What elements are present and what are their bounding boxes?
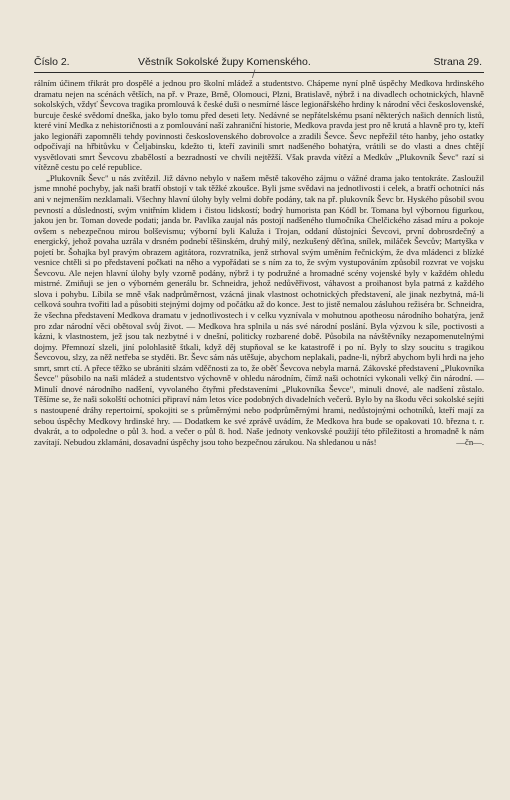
paragraph-review-text: „Plukovník Ševc" u nás zvítězil. Již dávno nebylo v našem městě takového zájmu o vážné drama jako tentokráte. Zasloužil jsme mnohé pochyby, jak naši bratří obstojí v tak těžké zkoušce. Byli jsme svědavi na jednotlivosti i celek, a bratří ochotníci nás ani v nejmenším nezklamali. Všechny hlavní úlohy byly velmi dobře podány, tak na př. plukovník Ševc br. Hyského působil svou pevností a důsledností, svým vnitřním klidem i čistou lidskostí; bodrý humorista pan Kódl br. Tomana byl výbornou figurkou, jakou jen br. Toman dovede podati; janda br. Pavlíka zaujal nás postojí nadšeného tlumočníka Chelčického zásad míru a pokoje ovšem s nebezpečnou mirou bolševismu; výborní byli Kaluža i Trojan, oddaní důstojníci Ševcovi, první dobrosrdečný a energický, jehož povaha uzrála v drsném podnebí těšinském, druhý milý, nezkušený děťina, snílek, miláček Ševcův; Martyška v pojetí br. Šohajka byl pravým obrazem agitátora, rozvratníka, jenž strhoval svým uměním řečnickým, že dva mládenci z blízké vesnice chtěli si po představení počkati na něho a vypořádati se s ním za to, že svým vystupováním způsobil rozvrat ve vojsku Ševcovu. Ale nejen hlavní úlohy byly vzorně podány, nýbrž i ty podružné a hromadné scény vojenské byly v každém ohledu mistrné. Zmiňuji se jen o výborném generálu br. Schneidra, jehož nedůvěřivost, váhavost a proihanost byla patrná z každého slova i pohybu. Líbila se mně však nadprůměrnost, vzácná jinak vlastnost ochotnických představení, ale jinak nezbytná, má-li celková souhra tvořiti lad a působiti stejnými dojmy od počátku až do konce. Jest to jistě nemalou zásluhou režiséra br. Schneidra, že všechna představení Medkova dramatu v jednotlivostech i v celku vyznívala v mohutnou apotheosu národního bohatýra, jenž pro zdar národní věci obětoval svůj život. — Medkova hra splnila u nás své národní poslání. Byla výzvou k síle, poctivosti a kázni, k vlastnostem, jež jsou tak nezbytné i v dnešní, politicky rozbarené době. Působila na návštěvníky nezapomenutelnými dojmy. Přemnozí slzeli, jiní polohlasitě štkali, když děj stupňoval se ke katastrofě i po ní. Byly to slzy soucitu s tragikou Ševcovou, slzy, za něž netřeba se styděti. Br. Ševc sám nás utěšuje, abychom neplakali, padne-li, nýbrž abychom byli hrdi na jeho smrt, smrt ctí. A přece těžko se ubrániti slzám vděčnosti za to, že oběť Ševcova nebyla marná. Zákovské představení „Plukovníka Ševce" působilo na naši mládež a studentstvo výchovně v ohledu národním, čímž naši ochotníci vykonali velký čin národní. — Minulí dnové národního nadšení, vyvolaného čtyřmi představeními „Plukovníka Ševce", minuli dnové, ale nadšení zůstalo. Těšíme se, že naši sokolští ochotníci připraví nám letos více podobných divadelních večerů. Bylo by na škodu věci sokolské sejíti s nastoupené dráhy repertoirní, spokojiti se s průměrnými nebo podprůměrnými hrami, nedůstojnými ochotníků, kteří mají za sebou úspěchy Medkovy hrdinské hry. — Dodatkem ke své zprávě uvádím, že Medkova hra bude se opakovati 10. března t. r. dvakrát, a to odpoledne o půl 3. hod. a večer o půl 8. hod. Naše jednoty venkovské použijí této příležitosti a hromadně k nám zavítají. Nebudou zklamáni, dosavadní úspěchy jsou toho bezpečnou zárukou. Na shledanou u nás! xyxy=(34,172,484,447)
page-number: Strana 29. xyxy=(433,56,482,68)
paragraph-continuation: rálním účinem třikrát pro dospělé a jednou pro školní mládež a studentstvo. Chápeme nyní plně úspěchy Medkova hrdinského dramatu nejen na scénách větších, na př. v Praze, Brně, Olomouci, Plzni, Bratislavě, nýbrž i na divadlech ochotnických, hlavně sokolských, vždyť Ševcova tragika promlouvá k české duši o nesmírné lásce legionářského hrdiny k národní věci československé, burcuje české svědomí dneška, jako bylo tomu před deseti lety. Nedávné se nepřátelskému psaní některých našich denních listů, které viní Medka z nehistoričnosti a z pomlouvání naší zahraniční historie, Medkova pravda jest pro ně krutá a hlavně pro ty, kteří jako legionáři zapomněli tehdy povinnosti československého dobrovolce a zradili Ševce. Ševc nepřežil této hanby, jeho ostatky odpočívají na hřbitůvku v Čeljabinsku, kdežto ti, kteří zavinili smrt nadšeného bohatýra, vrátili se do vlasti a dnes chtějí vysvětlovati smrt Ševcovu zbabělostí a bezradností ve chvíli nejtěžší. Však pravda vítězí a Medkův „Plukovník Ševc" razí si vítězně cestu po celé republice. xyxy=(34,78,484,173)
author-signature: —čn—. xyxy=(456,436,484,447)
issue-number: Číslo 2. xyxy=(34,56,70,68)
article-body xyxy=(34,78,484,447)
ink-mark: / xyxy=(252,69,256,80)
publication-title: Věstník Sokolské župy Komenského. xyxy=(138,56,311,68)
page-header xyxy=(34,54,484,73)
paragraph-review xyxy=(34,173,484,447)
